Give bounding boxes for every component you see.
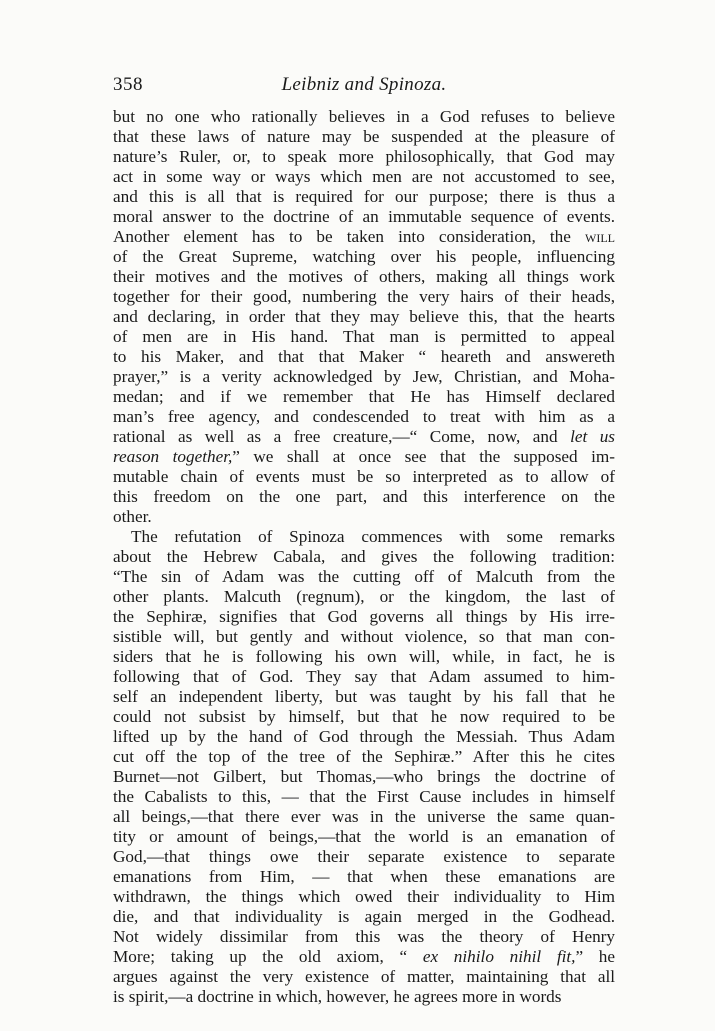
page-header: [113, 74, 615, 100]
page-number: 358: [113, 74, 143, 95]
text-line: Burnet—not Gilbert, but Thomas,—who brings the doctrine of: [113, 767, 615, 786]
text-line: act in some way or ways which men are not accustomed to see,: [113, 167, 615, 186]
text-line: The refutation of Spinoza commences with some remarks: [131, 527, 615, 546]
text-line: “The sin of Adam was the cutting off of Malcuth from the: [113, 567, 615, 586]
text-line: siders that he is following his own will, while, in fact, he is: [113, 647, 615, 666]
text-line: cut off the top of the tree of the Sephiræ.” After this he cites: [113, 747, 615, 766]
text-line: could not subsist by himself, but that he now required to be: [113, 707, 615, 726]
text-line: tity or amount of beings,—that the world is an emanation of: [113, 827, 615, 846]
text-line: other.: [113, 507, 152, 526]
text-line: the Cabalists to this, — that the First Cause includes in himself: [113, 787, 615, 806]
text-line: and declaring, in order that they may believe this, that the hearts: [113, 307, 615, 326]
text-line: Not widely dissimilar from this was the theory of Henry: [113, 927, 615, 946]
text-line: together for their good, numbering the very hairs of their heads,: [113, 287, 615, 306]
body-text: [113, 107, 615, 1007]
italic-phrase: let us: [570, 427, 615, 446]
text-line: but no one who rationally believes in a God refuses to believe: [113, 107, 615, 126]
text-line: mutable chain of events must be so interpreted as to allow of: [113, 467, 615, 486]
text-line: is spirit,—a doctrine in which, however, he agrees more in words: [113, 987, 562, 1006]
text-line: the Sephiræ, signifies that God governs all things by His irre-: [113, 607, 615, 626]
running-title: Leibniz and Spinoza.: [281, 74, 447, 95]
small-caps-word: will: [585, 227, 615, 246]
text-line: following that of God. They say that Adam assumed to him-: [113, 667, 615, 686]
text-line: all beings,—that there ever was in the universe the same quan-: [113, 807, 615, 826]
text-line: God,—that things owe their separate existence to separate: [113, 847, 615, 866]
text-line: Another element has to be taken into consideration, the will: [113, 227, 615, 246]
text-line: nature’s Ruler, or, to speak more philosophically, that God may: [113, 147, 615, 166]
text-line: that these laws of nature may be suspended at the pleasure of: [113, 127, 615, 146]
italic-phrase: ex nihilo nihil fit,: [422, 947, 576, 966]
text-line: reason together,” we shall at once see that the supposed im-: [113, 447, 615, 466]
text-line: sistible will, but gently and without violence, so that man con-: [113, 627, 615, 646]
text-line: this freedom on the one part, and this interference on the: [113, 487, 615, 506]
italic-phrase: reason together,: [113, 447, 233, 466]
text-line: about the Hebrew Cabala, and gives the following tradition:: [113, 547, 615, 566]
text-line: other plants. Malcuth (regnum), or the kingdom, the last of: [113, 587, 615, 606]
text-line: argues against the very existence of matter, maintaining that all: [113, 967, 615, 986]
text-line: and this is all that is required for our purpose; there is thus a: [113, 187, 615, 206]
text-line: self an independent liberty, but was taught by his fall that he: [113, 687, 615, 706]
text-line: prayer,” is a verity acknowledged by Jew, Christian, and Moha-: [113, 367, 615, 386]
text-line: More; taking up the old axiom, “ ex nihilo nihil fit,” he: [113, 947, 615, 966]
text-line: moral answer to the doctrine of an immutable sequence of events.: [113, 207, 615, 226]
text-line: of men are in His hand. That man is permitted to appeal: [113, 327, 615, 346]
text-line: emanations from Him, — that when these emanations are: [113, 867, 615, 886]
text-line: their motives and the motives of others, making all things work: [113, 267, 615, 286]
text-line: rational as well as a free creature,—“ Come, now, and let us: [113, 427, 615, 446]
text-line: medan; and if we remember that He has Himself declared: [113, 387, 615, 406]
text-line: withdrawn, the things which owed their individuality to Him: [113, 887, 615, 906]
text-line: lifted up by the hand of God through the Messiah. Thus Adam: [113, 727, 615, 746]
text-line: die, and that individuality is again merged in the Godhead.: [113, 907, 615, 926]
text-line: of the Great Supreme, watching over his people, influencing: [113, 247, 615, 266]
text-line: man’s free agency, and condescended to treat with him as a: [113, 407, 615, 426]
text-line: to his Maker, and that that Maker “ heareth and answereth: [113, 347, 615, 366]
